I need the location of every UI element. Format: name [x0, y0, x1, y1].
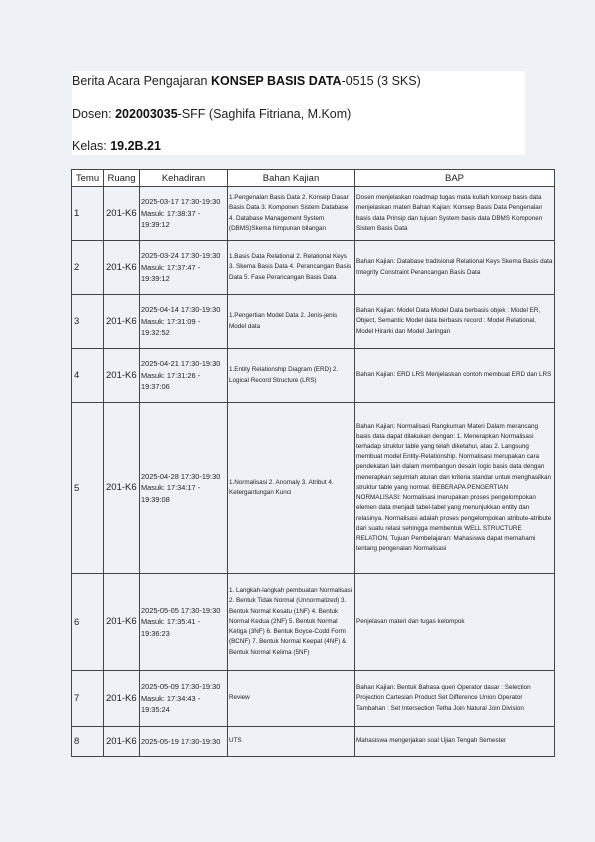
cell-ruang: 201-K6: [104, 671, 140, 727]
report-header: [72, 71, 525, 155]
cell-temu: 7: [72, 671, 104, 727]
cell-temu: 4: [72, 349, 104, 403]
cell-ruang: 201-K6: [104, 187, 140, 241]
checkin-text: Masuk: 17:37:47 - 19:39:12: [141, 262, 201, 284]
schedule-text: 2025-03-17 17:30-19:30: [141, 197, 221, 207]
attendance-table: [71, 169, 555, 757]
cell-bahan-kajian: 1.Pengertian Model Data 2. Jenis-jenis Model data: [228, 295, 355, 349]
schedule-text: 2025-05-09 17:30-19:30: [141, 682, 221, 692]
cell-bahan-kajian: 1.Entity Relationship Diagram (ERD) 2. Logical Record Structure (LRS): [228, 349, 355, 403]
class-value: 19.2B.21: [110, 139, 161, 153]
col-header-bahan-kajian: Bahan Kajian: [228, 170, 355, 187]
cell-ruang: 201-K6: [104, 295, 140, 349]
lecturer-line: [72, 107, 351, 121]
cell-ruang: 201-K6: [104, 241, 140, 295]
col-header-ruang: Ruang: [104, 170, 140, 187]
cell-kehadiran: [140, 574, 228, 671]
checkin-text: Masuk: 17:31:09 - 19:32:52: [141, 316, 201, 338]
cell-temu: 2: [72, 241, 104, 295]
schedule-text: 2025-04-28 17:30-19:30: [141, 471, 221, 481]
cell-temu: 1: [72, 187, 104, 241]
cell-kehadiran: [140, 349, 228, 403]
cell-bap: Bahan Kajian: Database tradisional Relational Keys Skema Basis data Integrity Constraint Perancangan Basis Data: [355, 241, 555, 295]
cell-ruang: 201-K6: [104, 574, 140, 671]
lecturer-label: Dosen:: [72, 107, 116, 121]
table-header-row: [72, 170, 555, 187]
class-label: Kelas:: [72, 139, 111, 153]
cell-bap: Penjelasan materi dan tugas kelompok: [355, 574, 555, 671]
cell-kehadiran: [140, 241, 228, 295]
cell-ruang: 201-K6: [104, 349, 140, 403]
cell-ruang: 201-K6: [104, 727, 140, 757]
table-row: [72, 187, 555, 241]
table-row: [72, 727, 555, 757]
cell-temu: 3: [72, 295, 104, 349]
col-header-temu: Temu: [72, 170, 104, 187]
col-header-kehadiran: Kehadiran: [140, 170, 228, 187]
cell-bap: Dosen menjelaskan roadmap tugas mata kuliah konsep basis data menjelaskan materi Bahan Kajian: Konsep Basis Data Pengenalan basis data Prinsip dan tujuan System basis data DBMS Komponen Sistem Basis Data: [355, 187, 555, 241]
checkin-text: Masuk: 17:34:43 - 19:35:24: [141, 693, 201, 715]
table-row: [72, 241, 555, 295]
lecturer-name: -SFF (Saghifa Fitriana, M.Kom): [177, 107, 352, 121]
report-title: [72, 74, 421, 88]
cell-ruang: 201-K6: [104, 403, 140, 574]
schedule-text: 2025-05-05 17:30-19:30: [141, 605, 221, 615]
cell-bap: Bahan Kajian: Normalisasi Rangkuman Materi Dalam merancang basis data dapat dilakukan dengan: 1. Menerapkan Normalisasi terhadap struktur table yang telah diketahui, atau 2. Langsung membuat model Entity-Relationship. Normalisasi merupakan cara pendekatan lain dalam membangun desain logic basis data dengan menerapkan sejumlah aturan dan kriteria standar untuk menghasilkan struktur table yang normal. BEBERAPA PENGERTIAN NORMALISASI: Normalisasi merupakan proses pengelompokan elemen data menjadi tabel-tabel yang menunjukkan entity dan relasinya. Normalisasi adalah proses pengelompokan atribute-atribute dari suatu relasi sehingga membentuk WELL STRUCTURE RELATION. Tujuan Pembelajaran: Mahasiswa dapat memahami tentang pengenalan Normalisasi: [355, 403, 555, 574]
cell-temu: 5: [72, 403, 104, 574]
cell-bahan-kajian: 1.Pengenalan Basis Data 2. Konsep Dasar Basis Data 3. Komponen Sistem Database 4. Database Management System (DBMS)Skema himpunan bilangan: [228, 187, 355, 241]
course-code: -0515 (3 SKS): [341, 74, 421, 88]
cell-kehadiran: [140, 403, 228, 574]
table-row: [72, 349, 555, 403]
schedule-text: 2025-03-24 17:30-19:30: [141, 251, 221, 261]
cell-temu: 6: [72, 574, 104, 671]
cell-bap: Bahan Kajian: Bentuk Bahasa queri Operator dasar : Selection Projection Cartesian Product Set Difference Union Operator Tambahan : Set Intersection Tetha Join Natural Join Division: [355, 671, 555, 727]
cell-bap: Bahan Kajian: ERD LRS Menjelaskan contoh membuat ERD dan LRS: [355, 349, 555, 403]
checkin-text: Masuk: 17:31:26 - 19:37:06: [141, 370, 201, 392]
cell-kehadiran: [140, 727, 228, 757]
cell-bahan-kajian: 1. Langkah-langkah pembuatan Normalisasi 2. Bentuk Tidak Normal (Unnormalized) 3. Bentuk Normal Kesatu (1NF) 4. Bentuk Normal Kedua (2NF) 5. Bentuk Normal Ketiga (3NF) 6. Bentuk Boyce-Codd Form (BCNF) 7. Bentuk Normal Keepat (4NF) & Bentuk Normal Kelima (5NF): [228, 574, 355, 671]
schedule-text: 2025-05-19 17:30-19:30: [141, 736, 221, 746]
class-line: [72, 139, 161, 153]
checkin-text: Masuk: 17:35:41 - 19:36:23: [141, 617, 201, 638]
checkin-text: Masuk: 17:34:17 - 19:39:08: [141, 483, 201, 504]
table-row: [72, 574, 555, 671]
cell-bap: Bahan Kajian: Model Data Model Data berbasis objek : Model ER, Object, Semantic Model data berbasis record : Model Relational, Model Hirarki dan Model Jaringan: [355, 295, 555, 349]
col-header-bap: BAP: [355, 170, 555, 187]
schedule-text: 2025-04-14 17:30-19:30: [141, 305, 221, 315]
cell-temu: 8: [72, 727, 104, 757]
lecturer-id: 202003035: [115, 107, 178, 121]
cell-bahan-kajian: 1.Basis Data Relational 2. Relational Keys 3. Skema Basis Data 4. Perancangan Basis Data 5. Fase Perancangan Basis Data: [228, 241, 355, 295]
cell-kehadiran: [140, 671, 228, 727]
course-name: KONSEP BASIS DATA: [210, 74, 342, 88]
cell-bahan-kajian: UTS: [228, 727, 355, 757]
table-row: [72, 295, 555, 349]
title-prefix: Berita Acara Pengajaran: [72, 74, 211, 88]
cell-bahan-kajian: 1.Normalisasi 2. Anomaly 3. Atribut 4. Ketergantungan Kunci: [228, 403, 355, 574]
cell-kehadiran: [140, 295, 228, 349]
cell-bahan-kajian: Review: [228, 671, 355, 727]
checkin-text: Masuk: 17:38:37 - 19:39:12: [141, 208, 201, 230]
cell-bap: Mahasiswa mengerjakan soal Ujian Tengah Semester: [355, 727, 555, 757]
schedule-text: 2025-04-21 17:30-19:30: [141, 359, 221, 369]
table-row: [72, 671, 555, 727]
cell-kehadiran: [140, 187, 228, 241]
table-row: [72, 403, 555, 574]
